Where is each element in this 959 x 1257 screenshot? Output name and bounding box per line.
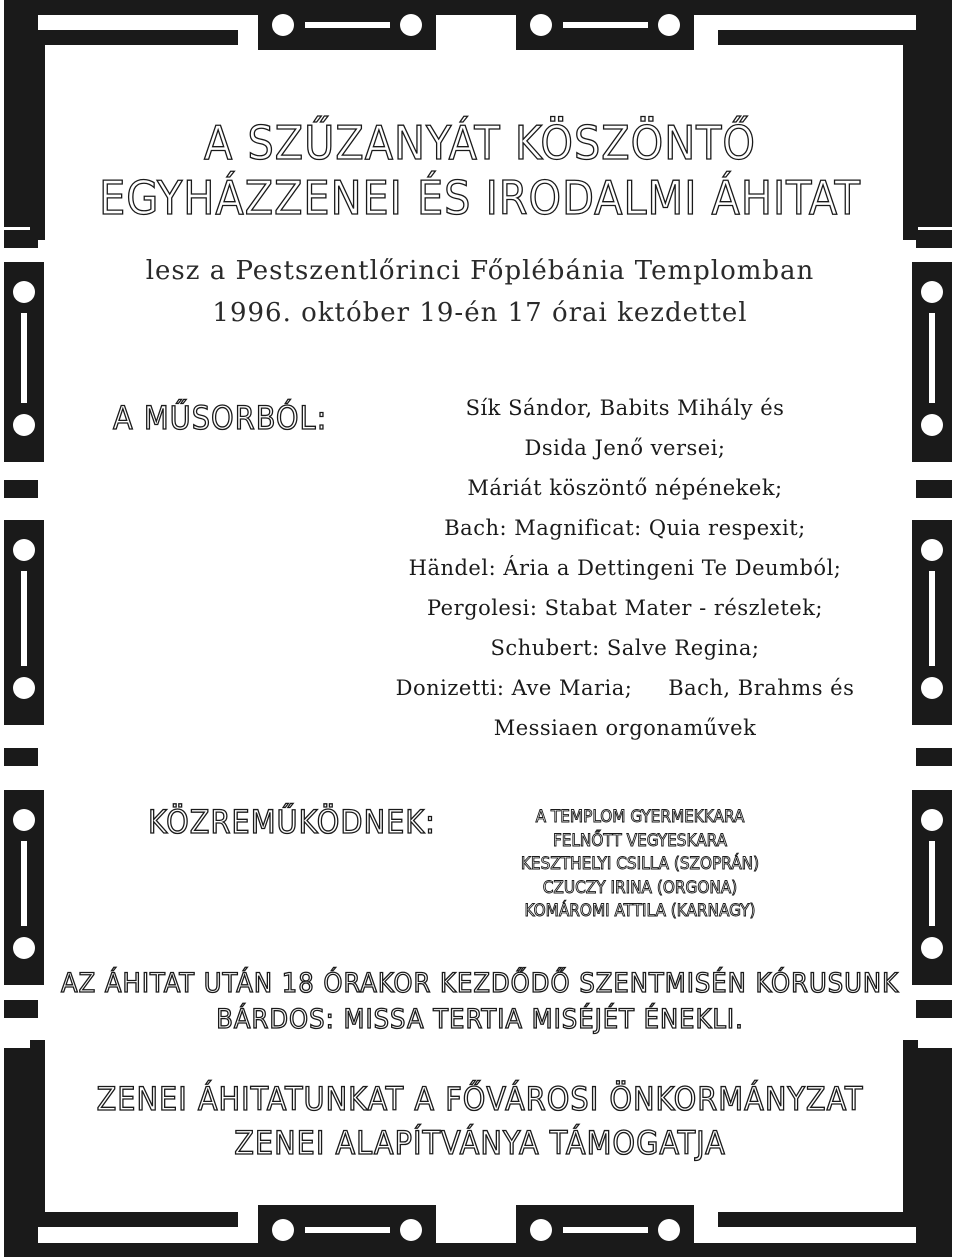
frame-dash [929,313,935,403]
program-item: Donizetti: Ave Maria; Bach, Brahms és [395,676,855,700]
frame-right-rail-bottom [916,1048,952,1248]
frame-inner-top-left [38,30,238,45]
frame-dash [929,571,935,666]
frame-dash [21,571,27,666]
subtitle-location: lesz a Pestszentlőrinci Főplébánia Templomban [145,256,815,286]
frame-right-rail-top [916,15,952,227]
frame-inner-top-right [718,30,918,45]
frame-side-bar [916,480,952,498]
mass-note-line-2: BÁRDOS: MISSA TERTIA MISÉJÉT ÉNEKLI. [216,1004,744,1035]
frame-dot [13,281,35,303]
frame-side-bar [4,748,38,766]
frame-side-bar [4,1000,38,1018]
support-line-2: ZENEI ALAPÍTVÁNYA TÁMOGATJA [234,1124,726,1162]
frame-dot [921,809,943,831]
frame-dot [921,677,943,699]
frame-dot [272,14,294,36]
program-item: Máriát köszöntő népénekek; [467,476,783,500]
frame-dot [400,1219,422,1241]
program-item: Bach: Magnificat: Quia respexit; [444,516,806,540]
frame-dot [13,677,35,699]
frame-inner-left-hook-bottom [30,1040,45,1227]
frame-dash [563,1227,648,1233]
frame-dot [921,539,943,561]
performers-heading: KÖZREMŰKÖDNEK: [148,803,436,841]
frame-inner-right-hook [903,30,918,240]
program-item: Händel: Ária a Dettingeni Te Deumból; [408,556,842,580]
program-item: Dsida Jenő versei; [524,436,726,460]
program-item: Sík Sándor, Babits Mihály és [465,396,785,420]
program-heading: A MŰSORBÓL: [113,399,328,437]
frame-dot [658,14,680,36]
subtitle-date: 1996. október 19-én 17 órai kezdettel [212,298,748,328]
frame-dot [13,414,35,436]
frame-bottom-bar [4,1243,952,1257]
frame-dash [563,22,648,28]
performer-item: KOMÁROMI ATTILA (KARNAGY) [524,901,756,921]
frame-dot [658,1219,680,1241]
frame-dash [305,1227,390,1233]
frame-inner-right-hook-bottom [903,1040,918,1227]
frame-side-bar [4,230,38,248]
program-list [340,388,910,748]
frame-dash [305,22,390,28]
performer-item: KESZTHELYI CSILLA (SZOPRÁN) [520,854,760,874]
frame-inner-bottom-right [718,1212,918,1227]
performer-item: FELNŐTT VEGYESKARA [552,830,728,851]
frame-dot [921,414,943,436]
frame-dot [530,14,552,36]
program-item: Pergolesi: Stabat Mater - részletek; [426,596,824,620]
frame-inner-left-hook [30,30,45,240]
frame-dash [929,841,935,926]
performer-item: CZUCZY IRINA (ORGONA) [542,877,738,898]
frame-dot [530,1219,552,1241]
program-item: Messiaen orgonaművek [493,716,757,740]
frame-top-bar [4,0,952,15]
frame-side-bar [916,230,952,248]
frame-dot [272,1219,294,1241]
performer-item: A TEMPLOM GYERMEKKARA [535,807,745,827]
frame-dot [400,14,422,36]
title-line-1: A SZŰZANYÁT KÖSZÖNTŐ [204,116,756,170]
support-line-1: ZENEI ÁHITATUNKAT A FŐVÁROSI ÖNKORMÁNYZAT [96,1080,864,1118]
frame-dot [13,539,35,561]
title-line-2: EGYHÁZZENEI ÉS IRODALMI ÁHITAT [99,171,861,225]
program-item: Schubert: Salve Regina; [490,636,760,660]
frame-dot [13,937,35,959]
frame-dash [21,313,27,403]
mass-note-line-1: AZ ÁHITAT UTÁN 18 ÓRAKOR KEZDŐDŐ SZENTMISÉN KÓRUSUNK [60,968,900,999]
frame-dot [921,281,943,303]
performers-list [470,806,810,924]
frame-dot [13,809,35,831]
frame-side-bar [916,748,952,766]
frame-side-bar [916,1000,952,1018]
frame-side-bar [4,480,38,498]
frame-dot [921,937,943,959]
frame-inner-bottom-left [38,1212,238,1227]
frame-dash [21,841,27,926]
